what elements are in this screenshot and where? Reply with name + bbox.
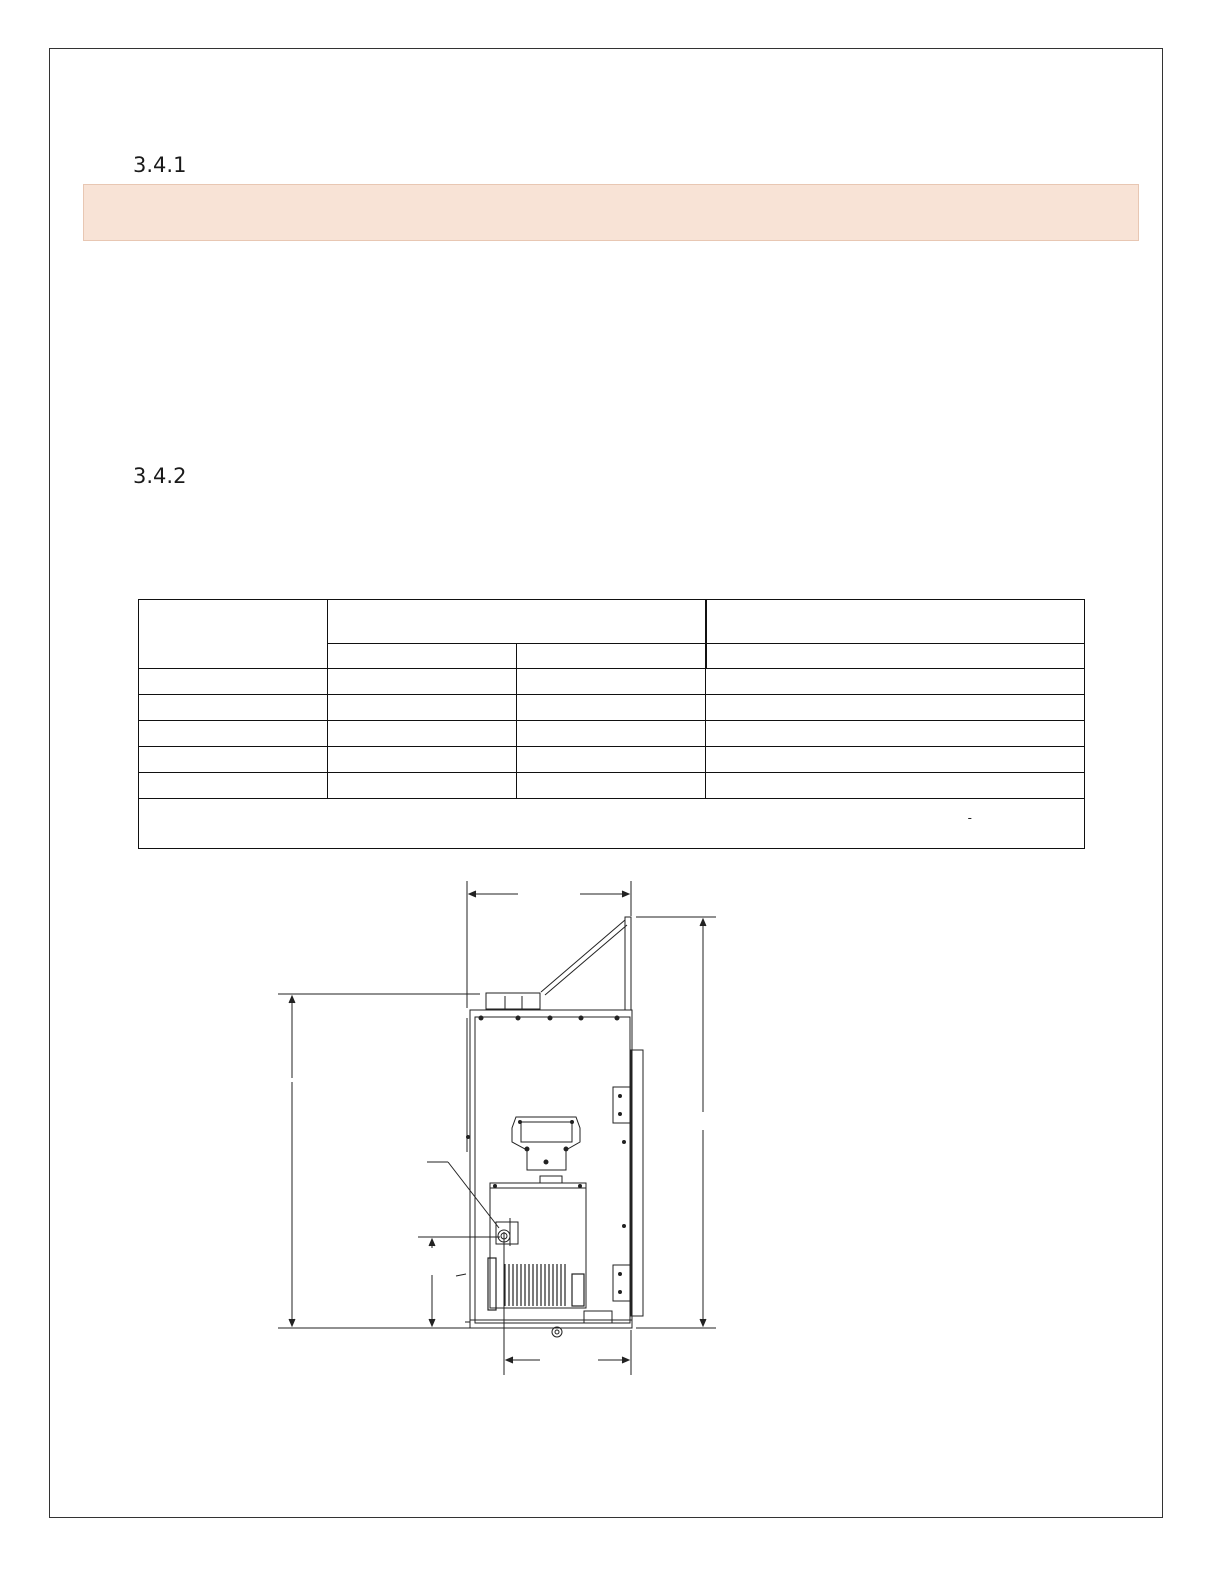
total-height-dimension [636, 917, 716, 1328]
body-height-dimension [278, 994, 480, 1328]
table-header-row [139, 600, 1085, 644]
door-handle [512, 1117, 580, 1170]
unit-dimension-drawing [260, 875, 730, 1380]
section-number-3-4-2: 3.4.2 [133, 464, 187, 488]
callout-banner [83, 184, 1139, 241]
table-note-row [139, 799, 1085, 849]
table-row [139, 721, 1085, 747]
section-number-3-4-1: 3.4.1 [133, 153, 187, 177]
flue-hood [486, 917, 631, 1010]
table-row [139, 747, 1085, 773]
table-note-cell [139, 799, 1085, 849]
spec-table [138, 599, 1085, 849]
table-subheader-cell [517, 644, 706, 669]
table-header-cell [706, 600, 1085, 644]
bottom-offset-dimension [504, 1232, 631, 1375]
table-row [139, 773, 1085, 799]
table-row [139, 669, 1085, 695]
table-subheader-cell [706, 644, 1085, 669]
table-header-cell [328, 600, 706, 644]
note-dash: - [967, 810, 972, 825]
vent-louvers [488, 1258, 584, 1310]
table-subheader-cell [328, 644, 517, 669]
top-width-dimension [467, 881, 631, 1008]
connection-fitting [427, 1162, 518, 1246]
table-header-cell [139, 600, 328, 669]
table-row [139, 695, 1085, 721]
cabinet-body [467, 1010, 643, 1328]
